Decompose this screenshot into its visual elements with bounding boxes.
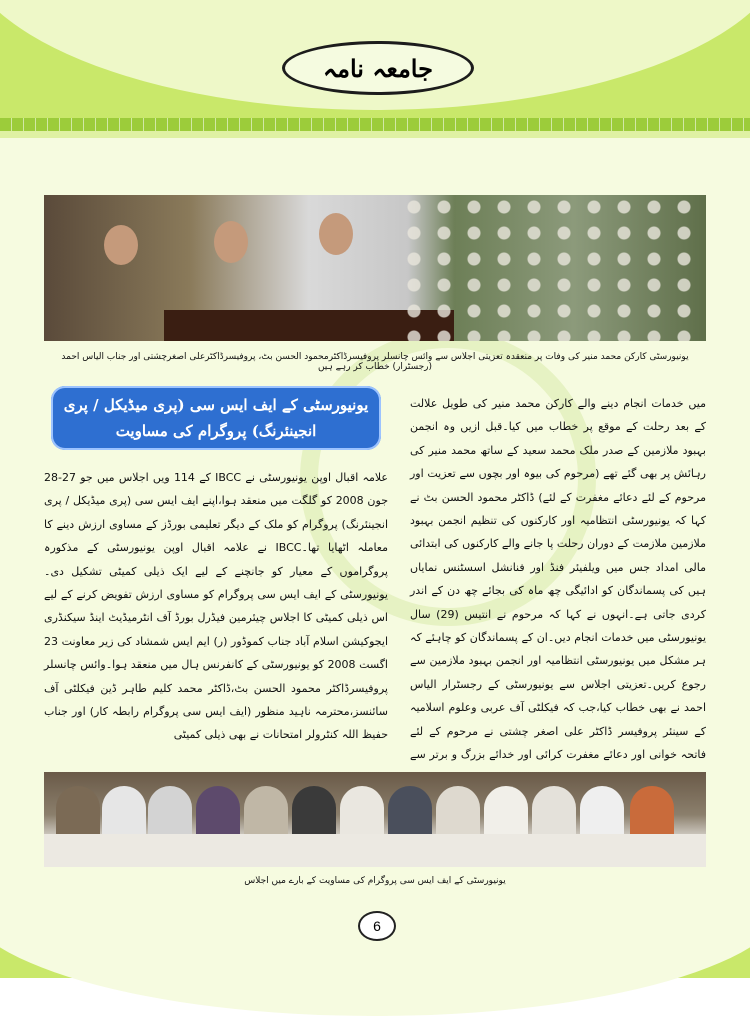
page-title: جامعہ نامہ: [282, 41, 474, 95]
committee-meeting-photo: [44, 772, 706, 867]
fsc-article-headline: [44, 386, 388, 458]
fsc-article-text: علامہ اقبال اوپن یونیورسٹی نے IBCC کے 114 ویں اجلاس میں جو 27-28 جون 2008 کو گلگت میں منعقد ہوا،اپنے ایف ایس سی (پری میڈیکل / پری انجینئرنگ) پروگرام کو ملک کے دیگر تعلیمی بورڈز کے مساوی ارزش دینے کا معاملہ اٹھایا تھا۔IBCC نے علامہ اقبال اوپن یونیورسٹی کے مذکورہ پروگراموں کے معیار کو جانچنے کے لیے ایک ذیلی کمیٹی تشکیل دی۔یونیورسٹی کے ایف ایس سی پروگرام کو مساوی ارزش تفویض کرنے کے لیے اس ذیلی کمیٹی کا اجلاس چیئرمین فیڈرل بورڈ آف انٹرمیڈیٹ اینڈ سیکنڈری ایجوکیشن اسلام آباد جناب کموڈور (ر) ایم ایس شمشاد کی زیر معاونت 23 اگست 2008 کو یونیورسٹی کے کانفرنس ہال میں منعقد ہوا۔وائس چانسلر پروفیسرڈاکٹر محمود الحسن بٹ،ڈاکٹر محمد کلیم طاہر ڈین فیکلٹی آف سائنسز،محترمہ ناہید منظور (ایف ایس سی پروگرام رابطہ کار) اور جناب حفیظ اللہ کنٹرولر امتحانات نے بھی ذیلی کمیٹی: [44, 471, 389, 742]
condolence-article-text: میں خدمات انجام دینے والے کارکن محمد منیر کی طویل علالت کے بعد رحلت کے موقع پر خطاب میں کیا۔قبل ازیں وہ انجمن بہبود ملازمین کے صدر ملک محمد سعید کے ساتھ محمد منیر کی رہائش پر بھی گئے تھے (مرحوم کی بیوہ اور بچوں سے تعزیت اور مرحوم کے لئے دعائے مغفرت کے لئے) ڈاکٹر محمود الحسن بٹ نے کہا کہ یونیورسٹی انتظامیہ اور کارکنوں کی تنظیم انجمن بہبود ملازمین ملازمت کے دوران رحلت پا جانے والے کارکنوں کی ابتدائی مالی امداد جس میں ویلفیئر فنڈ اور فنانشل اسسٹنس نمایاں ہیں کی پسماندگان کو ادائیگی چھ ماہ کی بجائے چھ دن کے اندر کردی جاتی ہے۔انہوں نے کہا کہ مرحوم نے انتیس (29) سال یونیورسٹی میں خدمات انجام دیں۔ان کے پسماندگان کو چاہئے کہ ہر مشکل میں یونیورسٹی انتظامیہ اور انجمن بہبود ملازمین سے رجوع کریں۔تعزیتی اجلاس سے یونیورسٹی کے رجسٹرار الیاس احمد نے بھی خطاب کیا،جب کہ فیکلٹی آف عربی وعلوم اسلامیہ کے سینئر پروفیسر ڈاکٹر علی اصغر چشتی نے مرحوم کے لئے فاتحہ خوانی اور دعائے مغفرت کرائی اور خدائے بزرگ و برتر سے: [410, 397, 706, 762]
condolence-meeting-photo: [44, 195, 706, 341]
header-stripe-light: [0, 131, 750, 138]
header-grid-pattern: [0, 118, 750, 131]
page-number: 6: [358, 911, 396, 941]
bottom-photo-caption: یونیورسٹی کے ایف ایس سی پروگرام کی مساویت کے بارے میں اجلاس: [244, 876, 506, 886]
headline-text: یونیورسٹی کے ایف ایس سی (پری میڈیکل / پری انجینئرنگ) پروگرام کی مساویت: [51, 386, 381, 450]
top-photo-caption: یونیورسٹی کارکن محمد منیر کی وفات پر منعقدہ تعزیتی اجلاس سے وائس چانسلر پروفیسرڈاکٹرمحمود الحسن بٹ، پروفیسرڈاکٹرعلی اصغرچشتی اور جناب الیاس احمد (رجسٹرار) خطاب کر رہے ہیں: [61, 352, 689, 372]
